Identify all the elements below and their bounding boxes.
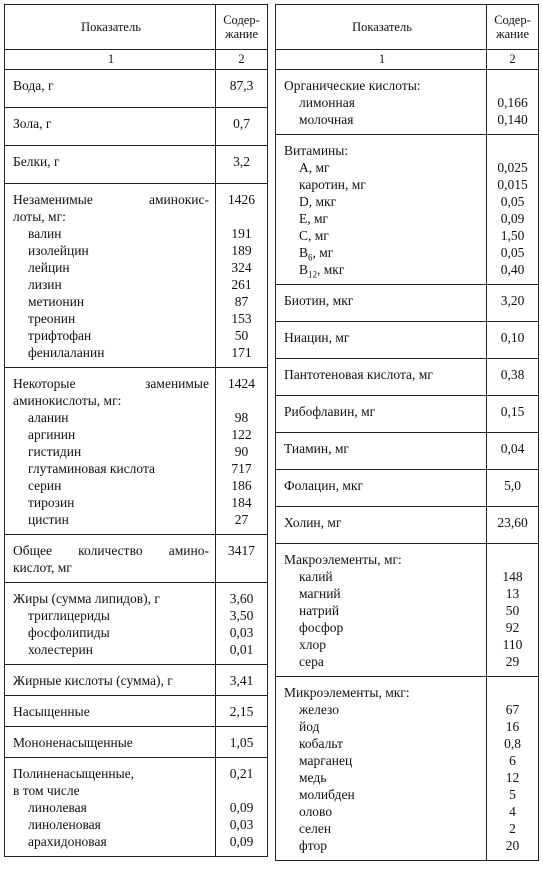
sub-item-name: железо [299, 702, 340, 717]
header-indicator: Показатель [276, 5, 487, 50]
sub-item-name: холестерин [28, 642, 93, 657]
indicator-cell [276, 544, 487, 677]
spacer [216, 208, 267, 225]
indicator-cell [5, 727, 216, 758]
indicator-label: Незаменимые аминокис- [13, 192, 209, 207]
value-cell [487, 544, 539, 677]
table-row [5, 727, 267, 758]
sub-item-value: 2 [509, 821, 516, 836]
sub-item-label [13, 477, 209, 494]
sub-item-label [13, 225, 209, 242]
sub-item-name: арахидоновая [28, 834, 107, 849]
sub-item-value: 122 [231, 427, 252, 442]
sub-item-value: 0,03 [229, 625, 254, 640]
sub-item-name: гистидин [28, 444, 82, 459]
sub-item-value: 186 [231, 478, 252, 493]
sub-item-name: серин [28, 478, 62, 493]
sub-item-label [13, 293, 209, 310]
sub-item-value: 0,015 [497, 177, 528, 192]
sub-item-value: 5 [509, 787, 516, 802]
sub-item-label [284, 585, 480, 602]
sub-item-label [13, 641, 209, 658]
indicator-label: Витамины: [284, 143, 349, 158]
sub-item-label [13, 276, 209, 293]
sub-item-name: линоленовая [28, 817, 101, 832]
sub-item-value: 13 [505, 586, 520, 601]
table-row [5, 146, 267, 184]
indicator-value: 0,7 [233, 116, 250, 131]
table-row [276, 359, 538, 396]
sub-item-value: 16 [505, 719, 520, 734]
sub-item-label [284, 653, 480, 670]
table-row [276, 322, 538, 359]
value-cell [216, 583, 268, 665]
indicator-label: Холин, мг [284, 515, 342, 530]
sub-item-name: марганец [299, 753, 353, 768]
sub-item-value: 92 [505, 620, 520, 635]
sub-item-value: 27 [234, 512, 249, 527]
sub-item-name: Е, мг [299, 211, 329, 226]
spacer [487, 684, 538, 701]
sub-item-label [284, 159, 480, 176]
table-row [276, 507, 538, 544]
sub-item-label [284, 735, 480, 752]
sub-item-name: линолевая [28, 800, 87, 815]
sub-item-name: фтор [299, 838, 327, 853]
value-cell [216, 758, 268, 857]
indicator-value: 1424 [228, 376, 255, 391]
indicator-value: 3417 [228, 543, 255, 558]
table-row [276, 677, 538, 861]
table-row [276, 433, 538, 470]
sub-item-label [284, 244, 480, 261]
sub-item-name: кобальт [299, 736, 343, 751]
indicator-cell [5, 665, 216, 696]
spacer [216, 392, 267, 409]
sub-item-suffix: , мкг [317, 262, 345, 277]
indicator-label: Вода, г [13, 78, 54, 93]
column-number-row [5, 50, 267, 70]
indicator-value: 87,3 [229, 78, 254, 93]
sub-item-value: 50 [505, 603, 520, 618]
subscript: 6 [308, 252, 313, 263]
sub-item-label [284, 837, 480, 854]
table-row [5, 696, 267, 727]
sub-item-label [284, 636, 480, 653]
sub-item-label [13, 344, 209, 361]
indicator-label: Общее количество амино- [13, 543, 209, 558]
header-content-line1: Содер- [223, 13, 260, 27]
table-row [5, 583, 267, 665]
column-number-1: 1 [276, 50, 487, 70]
header-content [216, 5, 268, 50]
indicator-label: аминокислоты, мг: [13, 393, 122, 408]
indicator-label: лоты, мг: [13, 209, 66, 224]
value-cell [487, 322, 539, 359]
value-cell [487, 285, 539, 322]
sub-item-name: А, мг [299, 160, 330, 175]
indicator-label: Органические кислоты: [284, 78, 421, 93]
sub-item-name: лейцин [28, 260, 70, 275]
sub-item-label [13, 426, 209, 443]
sub-item-value: 50 [234, 328, 249, 343]
indicator-cell [276, 322, 487, 359]
sub-item-label [13, 494, 209, 511]
header-content-line2: жание [224, 27, 259, 41]
sub-item-name: аланин [28, 410, 69, 425]
sub-item-name: магний [299, 586, 341, 601]
indicator-label: в том числе [13, 783, 80, 798]
indicator-label: Рибофлавин, мг [284, 404, 376, 419]
value-cell [487, 677, 539, 861]
sub-item-label [284, 193, 480, 210]
indicator-cell [5, 758, 216, 857]
sub-item-label [284, 261, 480, 278]
sub-item-value: 0,09 [229, 800, 254, 815]
indicator-value: 3,60 [229, 591, 254, 606]
indicator-value: 0,15 [500, 404, 525, 419]
indicator-value: 1,05 [229, 735, 254, 750]
sub-item-name: молибден [299, 787, 355, 802]
indicator-cell [276, 359, 487, 396]
indicator-value: 3,41 [229, 673, 254, 688]
sub-item-name: олово [299, 804, 333, 819]
indicator-cell [5, 108, 216, 146]
sub-item-label [13, 624, 209, 641]
sub-item-value: 0,40 [500, 262, 525, 277]
indicator-label: Микроэлементы, мкг: [284, 685, 410, 700]
sub-item-label [13, 511, 209, 528]
sub-item-name: молочная [299, 112, 354, 127]
sub-item-value: 3,50 [229, 608, 254, 623]
sub-item-name: селен [299, 821, 332, 836]
sub-item-value: 29 [505, 654, 520, 669]
sub-item-value: 191 [231, 226, 252, 241]
sub-item-value: 148 [502, 569, 523, 584]
sub-item-value: 261 [231, 277, 252, 292]
indicator-value: 0,21 [229, 766, 254, 781]
sub-item-label [13, 460, 209, 477]
spacer [487, 551, 538, 568]
indicator-cell [5, 583, 216, 665]
table-row [276, 285, 538, 322]
sub-item-label [284, 752, 480, 769]
sub-item-name: триглицериды [28, 608, 110, 623]
sub-item-label [284, 769, 480, 786]
sub-item-label [284, 111, 480, 128]
sub-item-name: B [299, 262, 309, 277]
table-row [5, 758, 267, 857]
sub-item-name: тирозин [28, 495, 75, 510]
value-cell [216, 535, 268, 583]
sub-item-name: сера [299, 654, 324, 669]
indicator-cell [5, 696, 216, 727]
indicator-value: 2,15 [229, 704, 254, 719]
right-table [275, 4, 539, 861]
indicator-label: Мононенасыщенные [13, 735, 133, 750]
header-content [487, 5, 539, 50]
sub-item-label [284, 227, 480, 244]
table-row [276, 70, 538, 135]
indicator-label: Полиненасыщенные, [13, 766, 135, 781]
sub-item-label [13, 799, 209, 816]
indicator-label: Жиры (сумма липидов), г [13, 591, 160, 606]
sub-item-value: 0,05 [500, 194, 525, 209]
indicator-cell [276, 135, 487, 285]
sub-item-label [284, 820, 480, 837]
indicator-cell [276, 507, 487, 544]
sub-item-suffix: , мг [312, 245, 334, 260]
sub-item-value: 0,09 [229, 834, 254, 849]
sub-item-label [284, 701, 480, 718]
left-table [4, 4, 268, 857]
header-content-line2: жание [495, 27, 530, 41]
sub-item-name: трифтофан [28, 328, 92, 343]
table-row [276, 135, 538, 285]
table-row [5, 368, 267, 535]
sub-item-value: 153 [231, 311, 252, 326]
value-cell [216, 146, 268, 184]
sub-item-label [284, 786, 480, 803]
sub-item-name: натрий [299, 603, 340, 618]
indicator-value: 0,10 [500, 330, 525, 345]
sub-item-value: 1,50 [500, 228, 525, 243]
sub-item-label [13, 607, 209, 624]
sub-item-name: хлор [299, 637, 326, 652]
sub-item-value: 0,09 [500, 211, 525, 226]
indicator-label: Пантотеновая кислота, мг [284, 367, 433, 382]
spacer [487, 142, 538, 159]
header-row [5, 5, 267, 50]
sub-item-name: фосфолипиды [28, 625, 110, 640]
sub-item-value: 6 [509, 753, 516, 768]
column-number-1: 1 [5, 50, 216, 70]
indicator-cell [276, 285, 487, 322]
sub-item-name: лимонная [299, 95, 355, 110]
indicator-cell [5, 535, 216, 583]
indicator-value: 5,0 [504, 478, 521, 493]
value-cell [487, 470, 539, 507]
sub-item-value: 0,03 [229, 817, 254, 832]
sub-item-label [13, 242, 209, 259]
table-row [5, 108, 267, 146]
sub-item-label [284, 602, 480, 619]
indicator-value: 0,38 [500, 367, 525, 382]
indicator-value: 3,20 [500, 293, 525, 308]
sub-item-value: 171 [231, 345, 252, 360]
indicator-value: 1426 [228, 192, 255, 207]
table-row [5, 665, 267, 696]
sub-item-value: 0,140 [497, 112, 528, 127]
value-cell [216, 368, 268, 535]
sub-item-value: 0,05 [500, 245, 525, 260]
sub-item-label [284, 94, 480, 111]
sub-item-label [13, 409, 209, 426]
column-number-2: 2 [487, 50, 539, 70]
value-cell [487, 433, 539, 470]
sub-item-name: метионин [28, 294, 85, 309]
sub-item-label [13, 327, 209, 344]
spacer [216, 782, 267, 799]
sub-item-label [13, 443, 209, 460]
sub-item-name: лизин [28, 277, 62, 292]
indicator-label: Тиамин, мг [284, 441, 349, 456]
sub-item-value: 90 [234, 444, 249, 459]
indicator-cell [5, 146, 216, 184]
sub-item-label [284, 619, 480, 636]
indicator-cell [276, 396, 487, 433]
sub-item-value: 67 [505, 702, 520, 717]
indicator-label: Макроэлементы, мг: [284, 552, 402, 567]
header-indicator: Показатель [5, 5, 216, 50]
sub-item-name: фосфор [299, 620, 344, 635]
table-row [5, 70, 267, 108]
value-cell [216, 184, 268, 368]
indicator-cell [276, 677, 487, 861]
indicator-label: Насыщенные [13, 704, 90, 719]
sub-item-value: 0,8 [504, 736, 521, 751]
indicator-label: кислот, мг [13, 560, 72, 575]
sub-item-name: фенилаланин [28, 345, 105, 360]
sub-item-label [284, 568, 480, 585]
sub-item-label [13, 259, 209, 276]
value-cell [487, 507, 539, 544]
column-number-2: 2 [216, 50, 268, 70]
indicator-cell [5, 184, 216, 368]
indicator-label: Фолацин, мкг [284, 478, 364, 493]
value-cell [487, 359, 539, 396]
sub-item-value: 87 [234, 294, 249, 309]
value-cell [487, 135, 539, 285]
table-row [276, 470, 538, 507]
subscript: 12 [308, 269, 318, 280]
sub-item-value: 20 [505, 838, 520, 853]
value-cell [216, 70, 268, 108]
sub-item-name: валин [28, 226, 62, 241]
sub-item-label [13, 816, 209, 833]
indicator-label: Ниацин, мг [284, 330, 350, 345]
indicator-label: Зола, г [13, 116, 52, 131]
table-row [5, 535, 267, 583]
sub-item-name: D, мкг [299, 194, 337, 209]
sub-item-value: 0,166 [497, 95, 528, 110]
value-cell [216, 696, 268, 727]
sub-item-value: 98 [234, 410, 249, 425]
sub-item-value: 189 [231, 243, 252, 258]
spacer [487, 77, 538, 94]
sub-item-label [284, 210, 480, 227]
indicator-value: 23,60 [497, 515, 528, 530]
indicator-cell [276, 70, 487, 135]
sub-item-name: калий [299, 569, 333, 584]
column-number-row [276, 50, 538, 70]
sub-item-value: 0,025 [497, 160, 528, 175]
indicator-label: Биотин, мкг [284, 293, 354, 308]
sub-item-value: 324 [231, 260, 252, 275]
indicator-value: 0,04 [500, 441, 525, 456]
sub-item-value: 184 [231, 495, 252, 510]
value-cell [216, 727, 268, 758]
sub-item-value: 717 [231, 461, 252, 476]
sub-item-value: 4 [509, 804, 516, 819]
header-content-line1: Содер- [494, 13, 531, 27]
sub-item-label [13, 833, 209, 850]
value-cell [487, 70, 539, 135]
value-cell [216, 108, 268, 146]
sub-item-name: B [299, 245, 309, 260]
indicator-label: Жирные кислоты (сумма), г [13, 673, 173, 688]
sub-item-value: 12 [505, 770, 520, 785]
sub-item-name: изолейцин [28, 243, 89, 258]
sub-item-name: аргинин [28, 427, 76, 442]
table-row [276, 544, 538, 677]
sub-item-label [284, 718, 480, 735]
indicator-cell [5, 368, 216, 535]
value-cell [487, 396, 539, 433]
sub-item-label [13, 310, 209, 327]
sub-item-name: треонин [28, 311, 76, 326]
value-cell [216, 665, 268, 696]
sub-item-label [284, 176, 480, 193]
sub-item-name: каротин, мг [299, 177, 366, 192]
sub-item-name: глутаминовая кислота [28, 461, 156, 476]
header-row [276, 5, 538, 50]
sub-item-value: 110 [502, 637, 523, 652]
sub-item-label [284, 803, 480, 820]
indicator-cell [276, 470, 487, 507]
sub-item-name: цистин [28, 512, 69, 527]
indicator-cell [276, 433, 487, 470]
table-row [5, 184, 267, 368]
sub-item-name: С, мг [299, 228, 329, 243]
indicator-cell [5, 70, 216, 108]
sub-item-name: йод [299, 719, 320, 734]
sub-item-value: 0,01 [229, 642, 254, 657]
indicator-value: 3,2 [233, 154, 250, 169]
table-row [276, 396, 538, 433]
indicator-label: Белки, г [13, 154, 60, 169]
indicator-label: Некоторые заменимые [13, 376, 209, 391]
sub-item-name: медь [299, 770, 327, 785]
